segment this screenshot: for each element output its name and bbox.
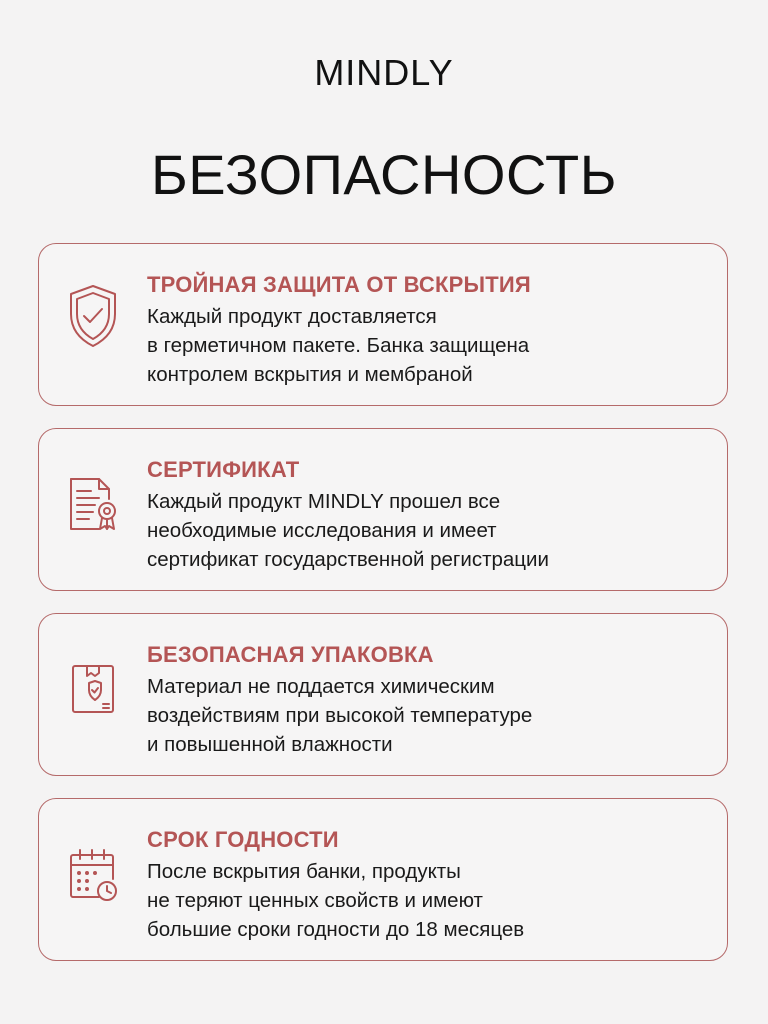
card-tamper-protection (38, 243, 728, 406)
card-text-line: не теряют ценных свойств и имеют (147, 889, 483, 912)
card-text-line: Материал не поддается химическим (147, 675, 495, 698)
brand-logo: MINDLY (314, 52, 454, 93)
card-title: ТРОЙНАЯ ЗАЩИТА ОТ ВСКРЫТИЯ (147, 272, 531, 297)
card-description (147, 672, 532, 759)
card-description (147, 487, 549, 574)
safe-package-icon (65, 650, 121, 722)
certificate-icon (65, 465, 121, 537)
card-title: БЕЗОПАСНАЯ УПАКОВКА (147, 642, 434, 667)
card-text-line: и повышенной влажности (147, 733, 393, 756)
card-text-line: Каждый продукт доставляется (147, 305, 437, 328)
card-description (147, 857, 524, 944)
card-text-line: Каждый продукт MINDLY прошел все (147, 490, 501, 513)
card-description (147, 302, 529, 389)
shield-check-icon (65, 280, 121, 352)
card-shelf-life (38, 798, 728, 961)
card-title: СЕРТИФИКАТ (147, 457, 300, 482)
card-text-line: воздействиям при высокой температуре (147, 704, 533, 727)
card-text-line: необходимые исследования и имеет (147, 519, 497, 542)
card-text-line: После вскрытия банки, продукты (147, 860, 461, 883)
card-text-line: сертификат государственной регистрации (147, 548, 549, 571)
card-text-line: в герметичном пакете. Банка защищена (147, 334, 530, 357)
card-title: СРОК ГОДНОСТИ (147, 827, 339, 852)
card-certificate (38, 428, 728, 591)
card-text-line: контролем вскрытия и мембраной (147, 363, 473, 386)
calendar-clock-icon (65, 835, 121, 907)
card-text-line: большие сроки годности до 18 месяцев (147, 918, 525, 941)
card-safe-packaging (38, 613, 728, 776)
page-title: БЕЗОПАСНОСТЬ (151, 143, 617, 206)
